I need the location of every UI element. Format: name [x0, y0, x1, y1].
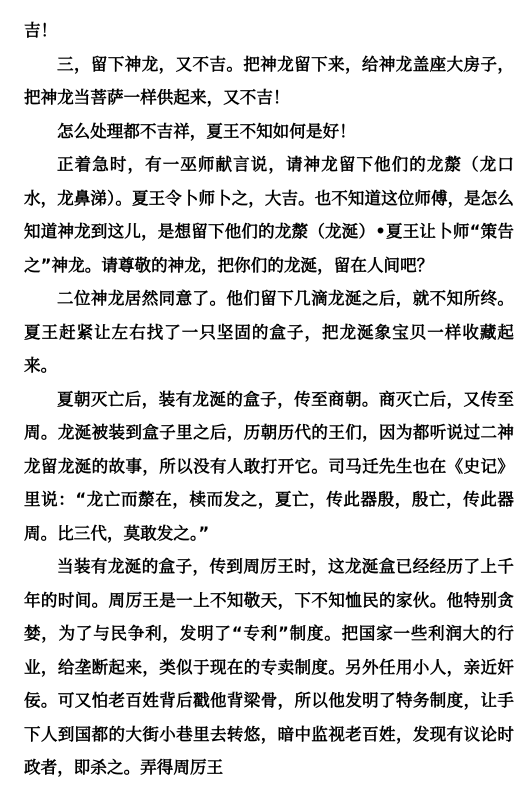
- paragraph-6: 夏朝灭亡后，装有龙涎的盒子，传至商朝。商灭亡后，又传至周。龙涎被装到盒子里之后，历朝历代的王们，因为都听说过二神龙留龙涎的故事，所以没有人敢打开它。司马迁先生也在《史记》里说：“龙亡而漦在，椟而发之，夏亡，传此器殷，殷亡，传此器周。比三代，莫敢发之。”: [24, 389, 514, 543]
- paragraph-2: 三，留下神龙，又不吉。把神龙留下来，给神龙盖座大房子，把神龙当菩萨一样供起来，又不吉！: [24, 54, 514, 107]
- paragraph-4: 正着急时，有一巫师献言说，请神龙留下他们的龙漦（龙口水，龙鼻涕）。夏王令卜师卜之，大吉。也不知道这位师傅，是怎么知道神龙到这儿，是想留下他们的龙漦（龙涎）•夏王让卜师“策告之”神龙。请尊敬的神龙，把你们的龙涎，留在人间吧？: [24, 155, 514, 275]
- paragraph-1: 吉！: [24, 21, 58, 40]
- document-page: [24, 14, 514, 785]
- paragraph-7: 当装有龙涎的盒子，传到周厉王时，这龙涎盒已经经历了上千年的时间。周厉王是一上不知敬天，下不知恤民的家伙。他特别贪婪，为了与民争利，发明了“专利”制度。把国家一些利润大的行业，给垄断起来，类似于现在的专卖制度。另外任用小人，亲近奸佞。可又怕老百姓背后戳他背梁骨，所以他发明了特务制度，让手下人到国都的大街小巷里去转悠，暗中监视老百姓，发现有议论时政者，即杀之。弄得周厉王: [24, 557, 514, 777]
- paragraph-5: 二位神龙居然同意了。他们留下几滴龙涎之后，就不知所终。夏王赶紧让左右找了一只坚固的盒子，把龙涎象宝贝一样收藏起来。: [24, 289, 514, 375]
- paragraph-3: 怎么处理都不吉祥，夏王不知如何是好！: [57, 121, 356, 141]
